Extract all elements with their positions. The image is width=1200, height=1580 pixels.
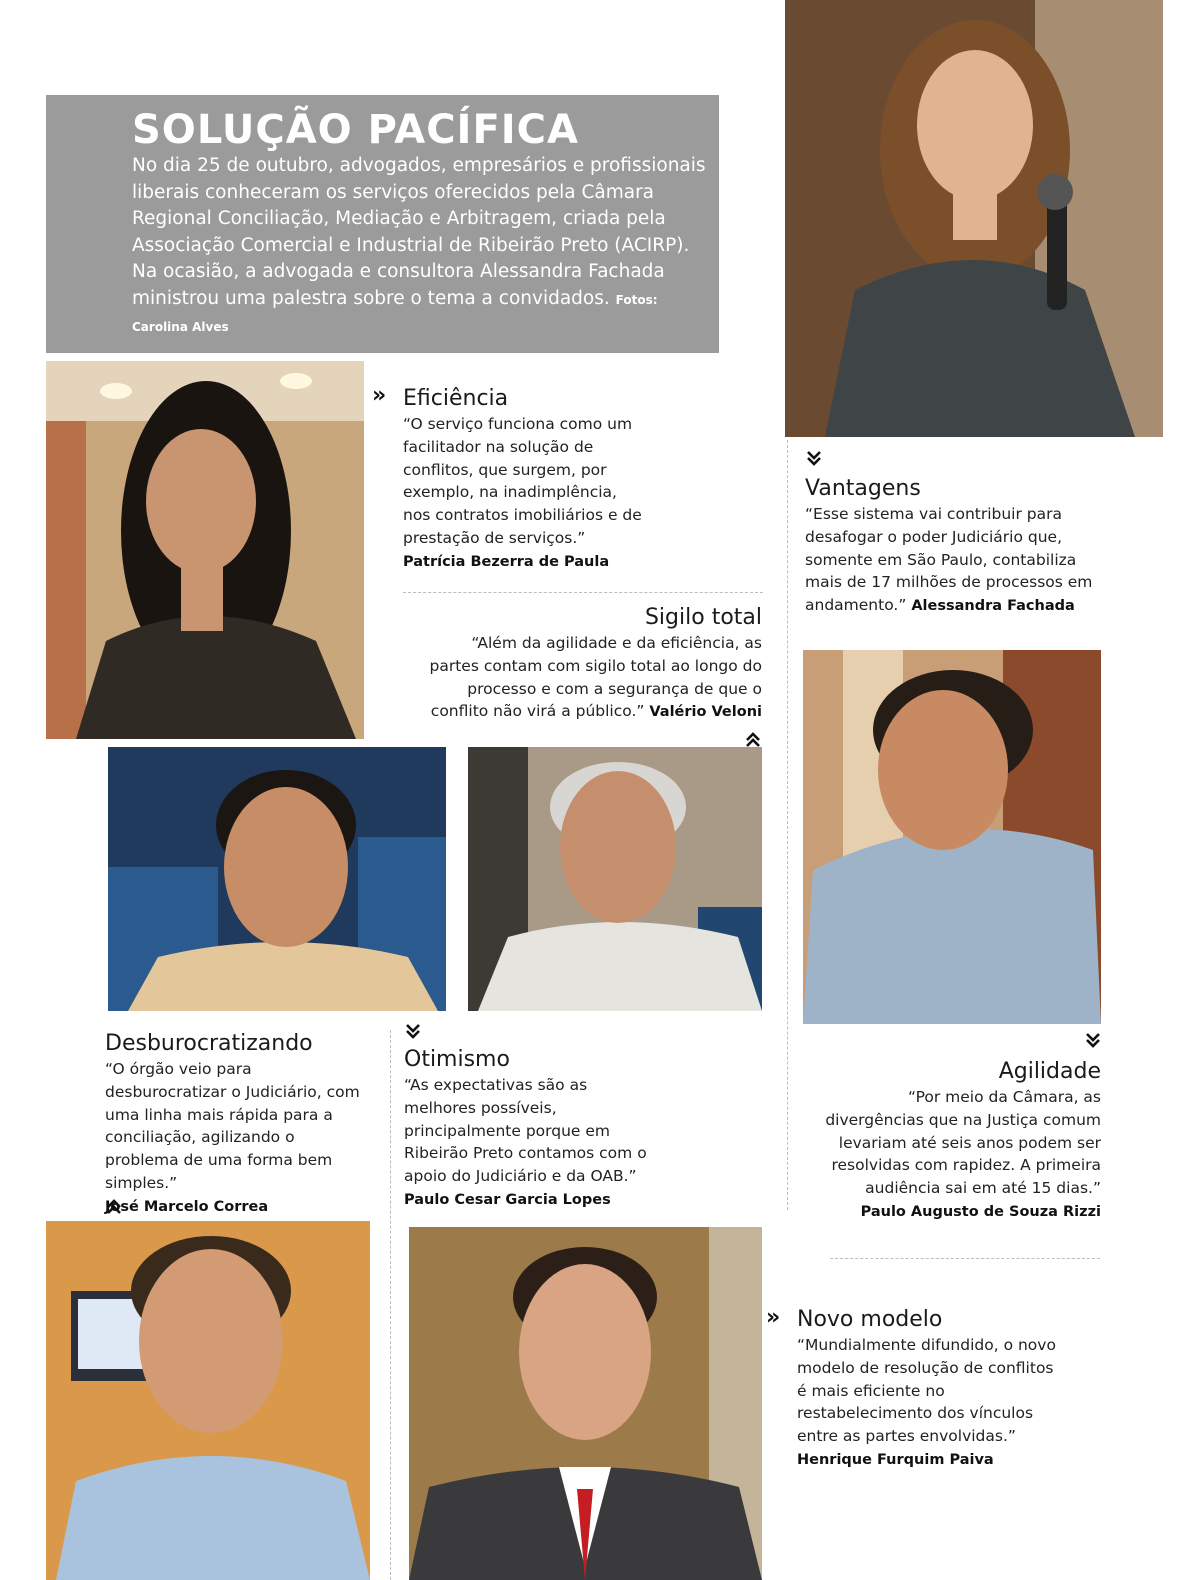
photo-alessandra-fachada bbox=[785, 0, 1163, 437]
photo-patricia-bezerra bbox=[46, 361, 364, 739]
chevron-down-icon bbox=[404, 1022, 422, 1040]
chevron-up-icon bbox=[744, 731, 762, 749]
quote-block-sigilo-total bbox=[420, 604, 762, 724]
intro-paragraph bbox=[132, 153, 707, 341]
quote-block-agilidade bbox=[815, 1058, 1101, 1220]
quote-block-desburocratizando bbox=[105, 1030, 370, 1215]
photo-valerio-veloni bbox=[46, 1221, 370, 1580]
chevron-down-icon bbox=[805, 449, 823, 467]
quote-body: “Além da agilidade e da eficiência, as partes contam com sigilo total ao longo do processo e com a segurança de que o conflito não virá a público.” bbox=[429, 634, 762, 721]
quote-author: Patrícia Bezerra de Paula bbox=[403, 553, 610, 570]
quote-text bbox=[805, 503, 1105, 618]
intro-box bbox=[46, 95, 719, 353]
divider bbox=[830, 1258, 1100, 1259]
photo-credit: Fotos: Carolina Alves bbox=[132, 292, 658, 334]
quote-block-vantagens bbox=[805, 475, 1105, 618]
quote-author: Alessandra Fachada bbox=[911, 598, 1075, 615]
page-title: SOLUÇÃO PACÍFICA bbox=[132, 107, 579, 153]
intro-text: No dia 25 de outubro, advogados, empresários e profissionais liberais conheceram os serviços oferecidos pela Câmara Regional Conciliação, Mediação e Arbitragem, criada pela Associação Comercial e Industrial de Ribeirão Preto (ACIRP). Na ocasião, a advogada e consultora Alessandra Fachada ministrou uma palestra sobre o tema a convidados. bbox=[132, 155, 706, 309]
photo-henrique-furquim-paiva bbox=[409, 1227, 762, 1580]
quote-text: “Por meio da Câmara, as divergências que na Justiça comum levariam até seis anos podem ser resolvidas com rapidez. A primeira audiência sai em até 15 dias.” bbox=[825, 1088, 1101, 1198]
quote-text: “Mundialmente difundido, o novo modelo de resolução de conflitos é mais eficiente no restabelecimento dos vínculos entre as partes envolvidas.” bbox=[797, 1336, 1056, 1446]
divider-vertical bbox=[787, 440, 788, 1210]
quote-heading: Sigilo total bbox=[644, 605, 762, 630]
quote-block-novo-modelo bbox=[797, 1306, 1057, 1468]
photo-paulo-cesar-garcia-lopes bbox=[468, 747, 762, 1011]
quote-heading: Otimismo bbox=[404, 1047, 510, 1072]
quote-author: Paulo Cesar Garcia Lopes bbox=[404, 1191, 611, 1208]
quote-text: “As expectativas são as melhores possíveis, principalmente porque em Ribeirão Preto contamos com o apoio do Judiciário e da OAB.” bbox=[404, 1076, 647, 1186]
quote-text: “O serviço funciona como um facilitador na solução de conflitos, que surgem, por exemplo, na inadimplência, nos contratos imobiliários e de prestação de serviços.” bbox=[403, 415, 642, 547]
quote-block-otimismo bbox=[404, 1046, 654, 1208]
quote-text bbox=[420, 632, 762, 724]
quote-body: “Esse sistema vai contribuir para desafogar o poder Judiciário que, somente em São Paulo, contabiliza mais de 17 milhões de processos em andamento.” bbox=[805, 505, 1093, 615]
arrow-right-icon: » bbox=[372, 383, 387, 408]
quote-text: “O órgão veio para desburocratizar o Judiciário, com uma linha mais rápida para a conciliação, agilizando o problema de uma forma bem simples.” bbox=[105, 1060, 360, 1192]
quote-author: José Marcelo Correa bbox=[105, 1198, 269, 1215]
quote-heading: Eficiência bbox=[403, 386, 509, 411]
arrow-right-icon: » bbox=[766, 1305, 781, 1330]
quote-author: Henrique Furquim Paiva bbox=[797, 1451, 994, 1468]
chevron-down-icon bbox=[1084, 1031, 1102, 1049]
divider bbox=[403, 592, 763, 593]
quote-heading: Agilidade bbox=[998, 1059, 1101, 1084]
quote-heading: Vantagens bbox=[805, 476, 921, 501]
photo-paulo-augusto-rizzi bbox=[803, 650, 1101, 1024]
chevron-up-icon bbox=[105, 1198, 123, 1216]
quote-heading: Novo modelo bbox=[797, 1307, 943, 1332]
quote-heading: Desburocratizando bbox=[105, 1031, 313, 1056]
divider-vertical bbox=[390, 1030, 391, 1580]
quote-author: Paulo Augusto de Souza Rizzi bbox=[860, 1203, 1101, 1220]
quote-block-eficiencia bbox=[403, 385, 648, 570]
photo-jose-marcelo-correa bbox=[108, 747, 446, 1011]
quote-author: Valério Veloni bbox=[649, 704, 762, 721]
